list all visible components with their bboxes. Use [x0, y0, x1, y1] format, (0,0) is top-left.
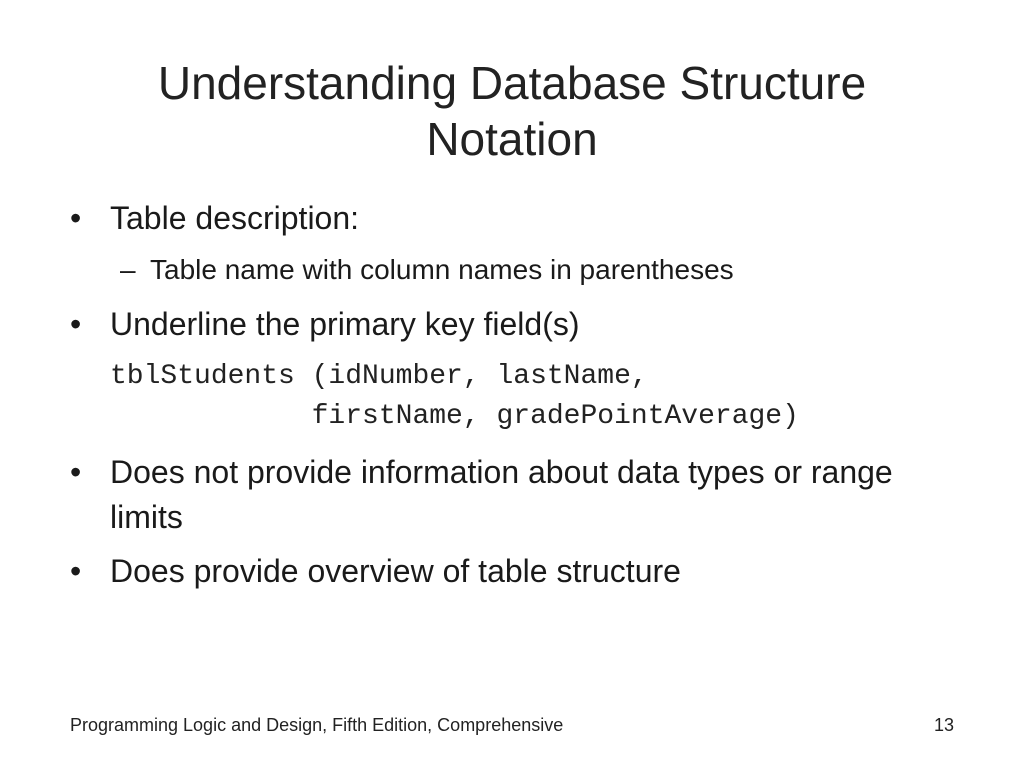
bullet-marker: •	[70, 306, 82, 342]
bullet-text: Underline the primary key field(s)	[110, 306, 580, 342]
slide-title	[60, 55, 964, 167]
bullet-text: Does provide overview of table structure	[110, 553, 681, 589]
slide-content	[70, 196, 970, 594]
bullet-underline-primary-key	[70, 302, 970, 347]
code-example	[70, 357, 970, 437]
bullet-text: Table description:	[110, 200, 360, 236]
code-line-2: firstName, gradePointAverage)	[110, 401, 799, 432]
sub-bullet-table-name	[70, 250, 970, 290]
title-line-1: Understanding Database Structure	[157, 57, 867, 109]
bullet-marker: •	[70, 454, 82, 490]
footer-course-title: Programming Logic and Design, Fifth Edition, Comprehensive	[70, 715, 564, 735]
sub-bullet-marker: –	[120, 254, 136, 285]
code-line-1: tblStudents (idNumber, lastName,	[110, 361, 648, 392]
bullet-text: Does not provide information about data types or range limits	[110, 454, 893, 535]
footer-page-number: 13	[933, 715, 954, 735]
bullet-marker: •	[70, 553, 82, 589]
title-line-2: Notation	[426, 113, 598, 165]
bullet-marker: •	[70, 200, 82, 236]
sub-bullet-text: Table name with column names in parentheses	[150, 254, 734, 285]
bullet-table-description	[70, 196, 970, 241]
bullet-overview	[70, 549, 970, 594]
bullet-no-data-types	[70, 450, 970, 540]
